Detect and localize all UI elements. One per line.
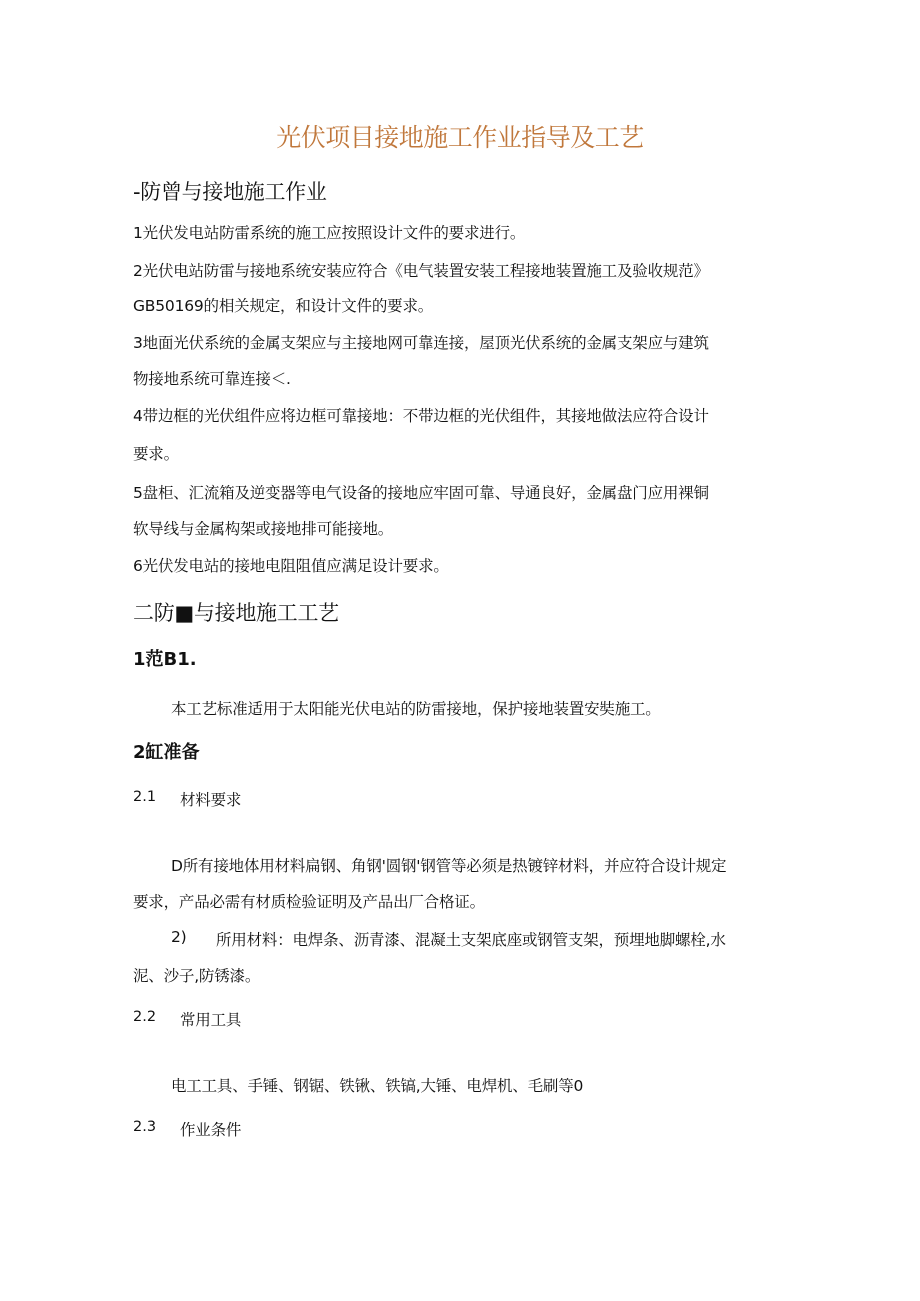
- subsection-2-1-number: 2.1: [133, 789, 157, 805]
- materials-para1-line2: 要求，产品必需有材质检验证明及产品出厂合格证。: [133, 893, 485, 911]
- subsection-1-text: 本工艺标准适用于太阳能光伏电站的防雷接地，保护接地装置安奘施工。: [171, 700, 661, 718]
- subsection-2-3-number: 2.3: [133, 1119, 157, 1135]
- section2-heading: 二防■与接地施工工艺: [133, 601, 339, 625]
- subsection-2-1-label: 材料要求: [180, 791, 242, 809]
- section1-item-1: 1光伏发电站防雷系统的施工应按照设计文件的要求进行。: [133, 224, 526, 242]
- materials-para2-line2: 泥、沙子,防锈漆。: [133, 967, 261, 985]
- subsection-2-heading: 2缸准备: [133, 742, 200, 763]
- materials-para2-line1: 所用材料：电焊条、沥青漆、混凝土支架底座或钢管支架，预埋地脚螺栓,水: [216, 931, 726, 949]
- section1-item-3-line2: 物接地系统可靠连接＜.: [133, 370, 291, 388]
- materials-para2-number: 2): [171, 928, 187, 946]
- subsection-2-3-label: 作业条件: [180, 1121, 242, 1139]
- section1-item-4-line2: 要求。: [133, 445, 179, 463]
- section1-item-2-line2: GB50169的相关规定，和设计文件的要求。: [133, 297, 434, 315]
- subsection-2-2-label: 常用工具: [180, 1011, 242, 1029]
- tools-text: 电工工具、手锤、钢锯、铁锹、铁镐,大锤、电焊机、毛刷等0: [171, 1077, 584, 1095]
- section1-item-3-line1: 3地面光伏系统的金属支架应与主接地网可靠连接，屋顶光伏系统的金属支架应与建筑: [133, 334, 709, 352]
- document-title: 光伏项目接地施工作业指导及工艺: [276, 123, 644, 152]
- section1-item-2-line1: 2光伏电站防雷与接地系统安装应符合《电气装置安装工程接地装置施工及验收规范》: [133, 262, 709, 280]
- section1-heading: -防曾与接地施工作业: [133, 180, 327, 204]
- subsection-2-2-number: 2.2: [133, 1009, 157, 1025]
- section1-item-4-line1: 4带边框的光伏组件应将边框可靠接地：不带边框的光伏组件，其接地做法应符合设计: [133, 407, 709, 425]
- section1-item-5-line2: 软导线与金属构架或接地排可能接地。: [133, 520, 394, 538]
- materials-para1-line1: D所有接地体用材料扁钢、角钢'圆钢'钢管等必须是热镀锌材料，并应符合设计规定: [171, 857, 727, 875]
- section1-item-6: 6光伏发电站的接地电阻阻值应满足设计要求。: [133, 557, 449, 575]
- section1-item-5-line1: 5盘柜、汇流箱及逆变器等电气设备的接地应牢固可靠、导通良好，金属盘门应用裸铜: [133, 484, 709, 502]
- subsection-1-heading: 1范B1.: [133, 649, 197, 670]
